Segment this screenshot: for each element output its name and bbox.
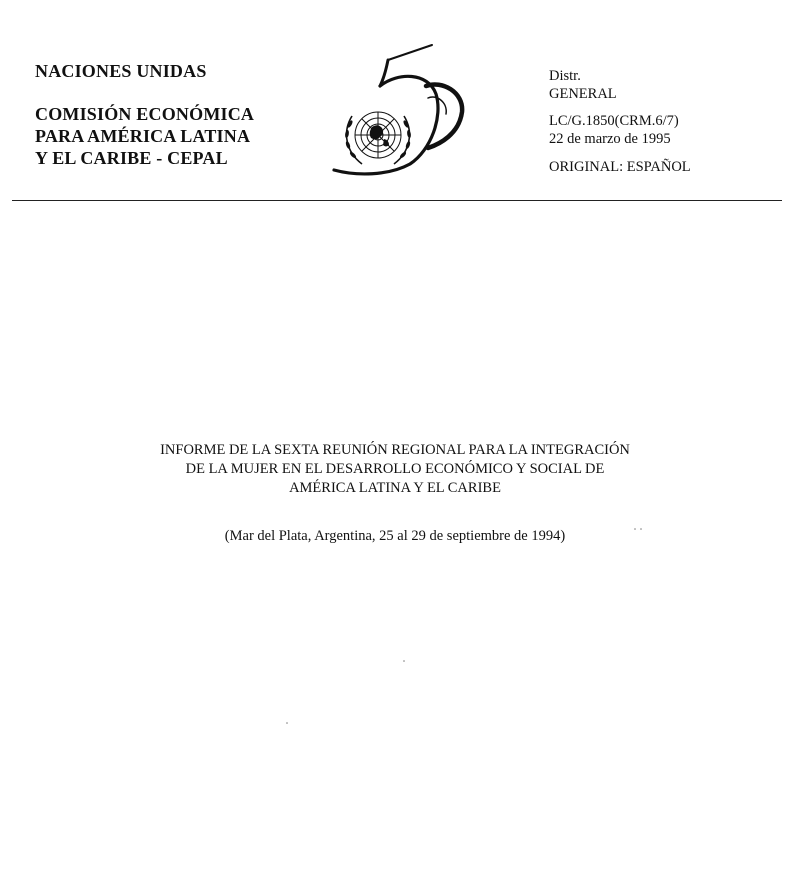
- document-date: 22 de marzo de 1995: [549, 131, 671, 147]
- title-line-1: INFORME DE LA SEXTA REUNIÓN REGIONAL PARA LA INTEGRACIÓN: [160, 442, 630, 458]
- title-line-2: DE LA MUJER EN EL DESARROLLO ECONÓMICO Y SOCIAL DE: [185, 461, 605, 477]
- document-subtitle: (Mar del Plata, Argentina, 25 al 29 de septiembre de 1994): [224, 528, 566, 544]
- commission-line-2: PARA AMÉRICA LATINA: [35, 126, 251, 146]
- scan-speck: [634, 528, 636, 530]
- un-50-emblem-icon: [328, 42, 468, 182]
- distr-label: Distr.: [549, 68, 581, 84]
- scan-speck: [403, 660, 405, 662]
- original-language: ORIGINAL: ESPAÑOL: [549, 159, 691, 175]
- organization-header: [35, 60, 254, 169]
- scan-speck: [640, 528, 642, 530]
- commission-line-1: COMISIÓN ECONÓMICA: [35, 104, 255, 124]
- org-name: NACIONES UNIDAS: [35, 61, 207, 81]
- document-symbol: LC/G.1850(CRM.6/7): [549, 113, 679, 129]
- document-metadata: [549, 67, 691, 176]
- distr-value: GENERAL: [549, 86, 617, 102]
- commission-line-3: Y EL CARIBE - CEPAL: [35, 148, 228, 168]
- scan-speck: [286, 722, 288, 724]
- document-title: [100, 441, 690, 498]
- title-line-3: AMÉRICA LATINA Y EL CARIBE: [289, 480, 501, 496]
- header-divider: [12, 200, 782, 201]
